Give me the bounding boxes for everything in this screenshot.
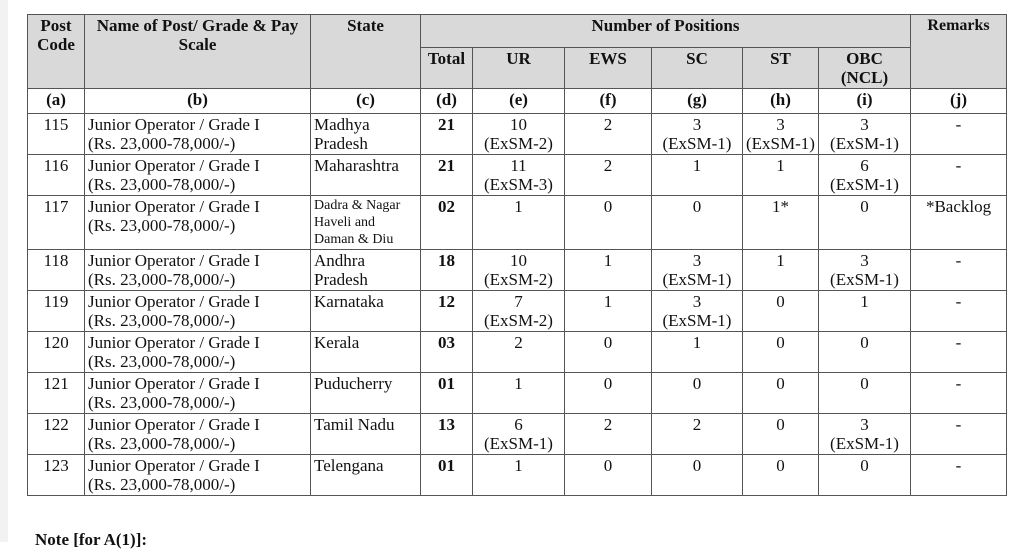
sc-cell-text: 1	[692, 156, 702, 175]
post-name-cell-text: Junior Operator / Grade I	[88, 115, 260, 134]
header-state: State	[311, 15, 421, 89]
ur-cell	[473, 196, 565, 250]
sc-cell	[652, 373, 743, 414]
remarks-cell	[911, 114, 1007, 155]
header-ews: EWS	[565, 48, 652, 89]
column-letter: (e)	[473, 89, 565, 114]
obc-cell-text: 3	[860, 415, 869, 434]
remarks-cell-text: -	[955, 292, 962, 311]
state-cell	[311, 373, 421, 414]
post-name-cell	[85, 196, 311, 250]
header-sc: SC	[652, 48, 743, 89]
obc-cell	[819, 332, 911, 373]
post-code-cell-text: 116	[43, 156, 69, 175]
post-name-cell-text: Junior Operator / Grade I	[88, 292, 260, 311]
state-cell-text: Andhra Pradesh	[314, 251, 368, 289]
post-code-cell-text: 119	[43, 292, 69, 311]
column-letter: (c)	[311, 89, 421, 114]
total-cell	[421, 414, 473, 455]
column-letter: (j)	[911, 89, 1007, 114]
column-letter: (h)	[743, 89, 819, 114]
obc-cell-text: 3	[860, 115, 869, 134]
ews-cell	[565, 250, 652, 291]
post-name-cell	[85, 455, 311, 496]
state-cell	[311, 291, 421, 332]
st-cell-text: 0	[776, 456, 785, 475]
total-cell	[421, 291, 473, 332]
obc-cell-text: 0	[860, 197, 869, 216]
sc-cell	[652, 155, 743, 196]
ur-cell-text: 10	[510, 251, 527, 270]
state-cell-text: Madhya Pradesh	[314, 115, 370, 153]
post-code-cell-text: 118	[43, 251, 69, 270]
post-code-cell-text: 120	[43, 333, 69, 352]
ur-cell-text: (ExSM-2)	[484, 134, 553, 153]
total-cell	[421, 155, 473, 196]
ur-cell-text: 1	[514, 374, 523, 393]
post-name-cell-text: Junior Operator / Grade I	[88, 197, 260, 216]
st-cell-text: 1	[776, 156, 785, 175]
table-row	[28, 414, 1007, 455]
ur-cell-text: 1	[514, 456, 523, 475]
ews-cell-text: 0	[603, 197, 613, 216]
obc-cell-text: (ExSM-1)	[830, 134, 899, 153]
st-cell	[743, 332, 819, 373]
st-cell	[743, 373, 819, 414]
ur-cell-text: 11	[510, 156, 527, 175]
ur-cell-text: (ExSM-2)	[484, 311, 553, 330]
state-cell-text: Dadra & Nagar Haveli and Daman & Diu	[314, 198, 401, 247]
sc-cell-text: 1	[692, 333, 702, 352]
header-number-of-positions: Number of Positions	[421, 15, 911, 48]
state-cell-text: Telengana	[314, 456, 384, 475]
remarks-cell-text: *Backlog	[925, 197, 992, 216]
ur-cell	[473, 291, 565, 332]
post-name-cell	[85, 332, 311, 373]
ews-cell-text: 0	[603, 374, 613, 393]
total-cell	[421, 114, 473, 155]
remarks-cell-text: -	[955, 415, 962, 434]
remarks-cell-text: -	[955, 156, 962, 175]
ur-cell-text: 6	[514, 415, 523, 434]
sc-cell-text: 3	[692, 292, 702, 311]
remarks-cell-text: -	[955, 115, 962, 134]
column-letter: (i)	[819, 89, 911, 114]
obc-cell-text: (ExSM-1)	[830, 434, 899, 453]
st-cell	[743, 291, 819, 332]
ur-cell-text: (ExSM-3)	[484, 175, 553, 194]
ur-cell	[473, 455, 565, 496]
ews-cell-text: 1	[603, 292, 613, 311]
column-letter: (g)	[652, 89, 743, 114]
column-letter: (f)	[565, 89, 652, 114]
obc-cell	[819, 250, 911, 291]
post-code-cell	[28, 114, 85, 155]
remarks-cell	[911, 373, 1007, 414]
remarks-cell	[911, 155, 1007, 196]
post-code-cell-text: 121	[43, 374, 69, 393]
total-cell-text: 13	[438, 415, 455, 434]
ur-cell-text: (ExSM-1)	[484, 434, 553, 453]
post-name-cell	[85, 155, 311, 196]
remarks-cell-text: -	[955, 333, 962, 352]
post-code-cell	[28, 196, 85, 250]
obc-cell-text: 6	[860, 156, 869, 175]
st-cell-text: 3	[776, 115, 785, 134]
ur-cell-text: 7	[514, 292, 523, 311]
total-cell-text: 21	[438, 115, 455, 134]
ews-cell	[565, 373, 652, 414]
ur-cell	[473, 114, 565, 155]
obc-cell	[819, 291, 911, 332]
post-code-cell-text: 115	[43, 115, 69, 134]
table-row	[28, 155, 1007, 196]
ews-cell	[565, 291, 652, 332]
post-name-cell-text: (Rs. 23,000-78,000/-)	[88, 434, 236, 453]
ur-cell	[473, 373, 565, 414]
state-cell	[311, 414, 421, 455]
post-name-cell-text: (Rs. 23,000-78,000/-)	[88, 175, 236, 194]
ur-cell-text: 10	[510, 115, 527, 134]
table-row	[28, 455, 1007, 496]
column-letter: (a)	[28, 89, 85, 114]
table-row	[28, 332, 1007, 373]
ews-cell-text: 0	[603, 333, 613, 352]
total-cell-text: 18	[438, 251, 455, 270]
ews-cell-text: 2	[603, 415, 613, 434]
sc-cell	[652, 455, 743, 496]
obc-cell	[819, 414, 911, 455]
column-letter: (d)	[421, 89, 473, 114]
post-name-cell-text: Junior Operator / Grade I	[88, 415, 260, 434]
state-cell	[311, 196, 421, 250]
remarks-cell	[911, 414, 1007, 455]
sc-cell-text: 0	[692, 456, 702, 475]
st-cell	[743, 455, 819, 496]
obc-cell-text: 0	[860, 333, 869, 352]
sc-cell	[652, 332, 743, 373]
remarks-cell	[911, 250, 1007, 291]
st-cell-text: 0	[776, 374, 785, 393]
st-cell	[743, 114, 819, 155]
ur-cell-text: 2	[514, 333, 523, 352]
obc-cell	[819, 155, 911, 196]
obc-cell-text: 0	[860, 374, 869, 393]
ews-cell	[565, 155, 652, 196]
remarks-cell	[911, 332, 1007, 373]
state-cell-text: Maharashtra	[314, 156, 399, 175]
sc-cell	[652, 414, 743, 455]
post-code-cell	[28, 414, 85, 455]
positions-table	[27, 14, 1007, 496]
post-name-cell-text: (Rs. 23,000-78,000/-)	[88, 352, 236, 371]
obc-cell-text: (ExSM-1)	[830, 270, 899, 289]
table-header	[28, 15, 1007, 89]
state-cell	[311, 155, 421, 196]
header-total: Total	[421, 48, 473, 89]
table-row	[28, 114, 1007, 155]
header-ur: UR	[473, 48, 565, 89]
st-cell-text: 0	[776, 333, 785, 352]
post-name-cell	[85, 250, 311, 291]
st-cell-text: 1*	[772, 197, 789, 216]
total-cell-text: 01	[438, 456, 455, 475]
post-name-cell	[85, 414, 311, 455]
state-cell	[311, 250, 421, 291]
remarks-cell	[911, 455, 1007, 496]
obc-cell-text: 3	[860, 251, 869, 270]
post-code-cell	[28, 155, 85, 196]
ews-cell-text: 2	[603, 156, 613, 175]
column-letter-row	[28, 89, 1007, 114]
obc-cell	[819, 455, 911, 496]
state-cell	[311, 114, 421, 155]
remarks-cell-text: -	[955, 374, 962, 393]
page-edge	[0, 0, 8, 542]
ews-cell-text: 2	[603, 115, 613, 134]
ur-cell	[473, 332, 565, 373]
header-remarks: Remarks	[911, 15, 1007, 89]
st-cell	[743, 414, 819, 455]
table-row	[28, 291, 1007, 332]
ews-cell	[565, 332, 652, 373]
table-row	[28, 373, 1007, 414]
obc-cell-text: (ExSM-1)	[830, 175, 899, 194]
sc-cell-text: 3	[692, 251, 702, 270]
sc-cell-text: (ExSM-1)	[662, 311, 732, 330]
state-cell-text: Tamil Nadu	[314, 415, 395, 434]
st-cell-text: (ExSM-1)	[746, 134, 815, 153]
sc-cell-text: (ExSM-1)	[662, 270, 732, 289]
remarks-cell	[911, 196, 1007, 250]
ews-cell-text: 0	[603, 456, 613, 475]
post-name-cell	[85, 114, 311, 155]
total-cell-text: 02	[438, 197, 455, 216]
total-cell	[421, 455, 473, 496]
total-cell	[421, 196, 473, 250]
sc-cell-text: 0	[692, 374, 702, 393]
total-cell-text: 03	[438, 333, 455, 352]
post-name-cell-text: (Rs. 23,000-78,000/-)	[88, 134, 236, 153]
sc-cell	[652, 291, 743, 332]
obc-cell	[819, 114, 911, 155]
ews-cell	[565, 196, 652, 250]
st-cell-text: 1	[776, 251, 785, 270]
post-code-cell	[28, 332, 85, 373]
ews-cell	[565, 114, 652, 155]
post-name-cell-text: (Rs. 23,000-78,000/-)	[88, 393, 236, 412]
state-cell-text: Puducherry	[314, 374, 393, 393]
sc-cell	[652, 250, 743, 291]
table-row	[28, 250, 1007, 291]
header-st: ST	[743, 48, 819, 89]
sc-cell	[652, 114, 743, 155]
ews-cell	[565, 455, 652, 496]
remarks-cell-text: -	[955, 456, 962, 475]
total-cell-text: 21	[438, 156, 455, 175]
header-post-code: Post Code	[28, 15, 85, 89]
st-cell	[743, 155, 819, 196]
obc-cell	[819, 196, 911, 250]
sc-cell	[652, 196, 743, 250]
post-code-cell	[28, 291, 85, 332]
post-name-cell-text: Junior Operator / Grade I	[88, 251, 260, 270]
post-name-cell-text: Junior Operator / Grade I	[88, 374, 260, 393]
header-post-name: Name of Post/ Grade & Pay Scale	[85, 15, 311, 89]
total-cell	[421, 373, 473, 414]
header-obc: OBC (NCL)	[819, 48, 911, 89]
post-code-cell	[28, 250, 85, 291]
post-name-cell-text: Junior Operator / Grade I	[88, 333, 260, 352]
ur-cell-text: 1	[514, 197, 523, 216]
remarks-cell-text: -	[955, 251, 962, 270]
ur-cell	[473, 414, 565, 455]
post-name-cell-text: (Rs. 23,000-78,000/-)	[88, 475, 236, 494]
state-cell	[311, 455, 421, 496]
table-body	[28, 89, 1007, 496]
post-name-cell	[85, 373, 311, 414]
post-name-cell-text: Junior Operator / Grade I	[88, 456, 260, 475]
st-cell-text: 0	[776, 292, 785, 311]
post-name-cell-text: (Rs. 23,000-78,000/-)	[88, 216, 236, 235]
post-code-cell-text: 123	[43, 456, 69, 475]
total-cell-text: 01	[438, 374, 455, 393]
total-cell	[421, 332, 473, 373]
sc-cell-text: 3	[692, 115, 702, 134]
post-code-cell-text: 117	[43, 197, 69, 216]
sc-cell-text: 0	[692, 197, 702, 216]
obc-cell-text: 1	[860, 292, 869, 311]
state-cell-text: Karnataka	[314, 292, 384, 311]
table-row	[28, 196, 1007, 250]
remarks-cell	[911, 291, 1007, 332]
ews-cell-text: 1	[603, 251, 613, 270]
post-name-cell-text: (Rs. 23,000-78,000/-)	[88, 270, 236, 289]
st-cell	[743, 250, 819, 291]
total-cell-text: 12	[438, 292, 455, 311]
post-code-cell	[28, 373, 85, 414]
post-name-cell-text: (Rs. 23,000-78,000/-)	[88, 311, 236, 330]
sc-cell-text: (ExSM-1)	[662, 134, 732, 153]
sc-cell-text: 2	[692, 415, 702, 434]
column-letter: (b)	[85, 89, 311, 114]
ews-cell	[565, 414, 652, 455]
ur-cell	[473, 250, 565, 291]
total-cell	[421, 250, 473, 291]
state-cell-text: Kerala	[314, 333, 360, 352]
obc-cell	[819, 373, 911, 414]
note-heading: Note [for A(1)]:	[35, 530, 148, 549]
post-name-cell-text: Junior Operator / Grade I	[88, 156, 260, 175]
st-cell	[743, 196, 819, 250]
ur-cell	[473, 155, 565, 196]
post-name-cell	[85, 291, 311, 332]
post-code-cell	[28, 455, 85, 496]
ur-cell-text: (ExSM-2)	[484, 270, 553, 289]
obc-cell-text: 0	[860, 456, 869, 475]
st-cell-text: 0	[776, 415, 785, 434]
post-code-cell-text: 122	[43, 415, 69, 434]
state-cell	[311, 332, 421, 373]
